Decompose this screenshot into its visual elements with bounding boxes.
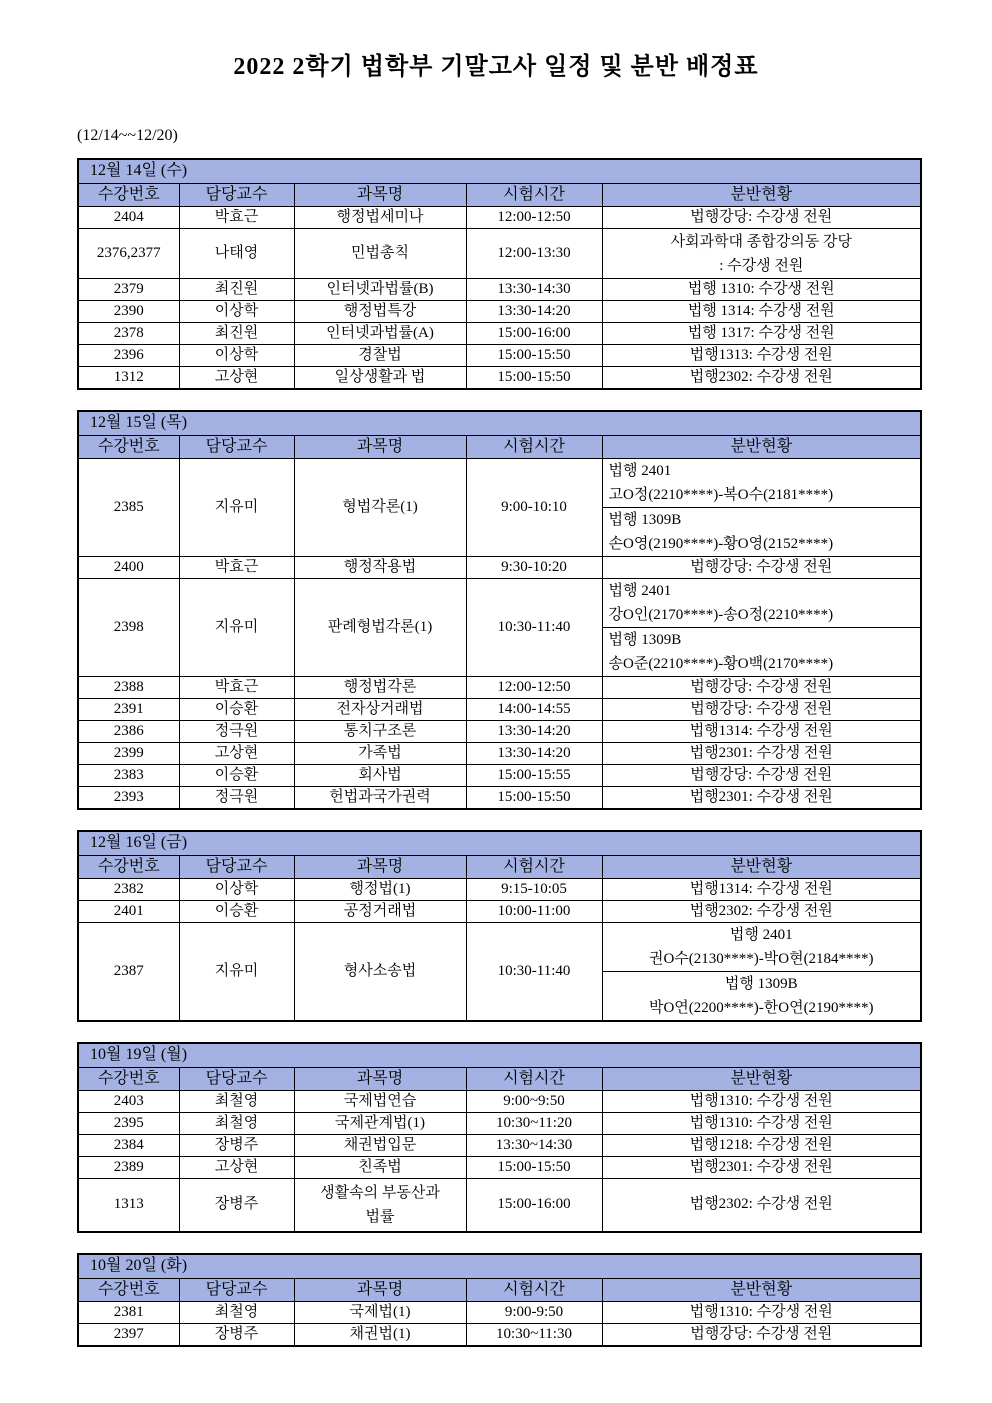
room-line: 박O연(2200****)-한O연(2190****) [648,1000,874,1016]
subject-line: 법률 [365,1209,395,1225]
cell-course-number: 2386 [78,721,179,743]
cell-subject: 인터넷과법률(B) [294,279,466,301]
column-header-exam-time: 시험시간 [466,184,602,207]
table-row [78,1135,921,1157]
table-row [78,159,921,184]
cell-exam-time: 10:30-11:40 [466,579,602,677]
table-row [78,301,921,323]
cell-exam-time: 15:00-15:50 [466,1157,602,1179]
cell-room-assignment: 법행1310: 수강생 전원 [602,1091,921,1113]
cell-room-assignment: 법행강당: 수강생 전원 [602,699,921,721]
cell-professor: 지유미 [179,459,294,557]
room-line: 손O영(2190****)-황O영(2152****) [608,536,834,552]
table-row [78,1324,921,1347]
cell-room-assignment: 법행 1314: 수강생 전원 [602,301,921,323]
cell-room-assignment: 법행1218: 수강생 전원 [602,1135,921,1157]
cell-room-assignment: 법행2301: 수강생 전원 [602,743,921,765]
day-header: 10월 19일 (월) [78,1043,921,1068]
room-line: 법행 1309B [608,632,682,648]
table-row [78,787,921,810]
table-row [78,1068,921,1091]
cell-professor: 박효근 [179,557,294,579]
cell-professor: 나태영 [179,229,294,279]
room-line: 법행 2401 [608,463,672,479]
cell-subject: 행정법(1) [294,879,466,901]
cell-course-number: 2379 [78,279,179,301]
cell-subject: 국제법연습 [294,1091,466,1113]
cell-course-number: 2381 [78,1302,179,1324]
cell-room-assignment: 법행2302: 수강생 전원 [602,1179,921,1233]
cell-professor: 지유미 [179,923,294,1022]
table-row [78,879,921,901]
cell-course-number: 2390 [78,301,179,323]
column-header-section-status: 분반현황 [602,1068,921,1091]
cell-exam-time: 12:00-12:50 [466,207,602,229]
cell-course-number: 2397 [78,1324,179,1347]
table-row [78,323,921,345]
room-line: 법행 2401 [608,583,672,599]
cell-room-assignment: 법행2302: 수강생 전원 [602,901,921,923]
cell-course-number: 2384 [78,1135,179,1157]
cell-professor: 정극원 [179,721,294,743]
cell-subject: 행정법세미나 [294,207,466,229]
cell-subject: 일상생활과 법 [294,367,466,390]
cell-subject: 전자상거래법 [294,699,466,721]
cell-subject [294,1179,466,1233]
cell-room-assignment [602,923,921,972]
table-row [78,207,921,229]
column-header-section-status: 분반현황 [602,856,921,879]
cell-exam-time: 15:00-15:55 [466,765,602,787]
cell-course-number: 2395 [78,1113,179,1135]
table-row [78,345,921,367]
cell-room-assignment [602,972,921,1022]
cell-exam-time: 10:00-11:00 [466,901,602,923]
room-line: 법행 2401 [729,927,793,943]
table-row [78,831,921,856]
cell-room-assignment: 법행1310: 수강생 전원 [602,1302,921,1324]
room-line: 강O인(2170****)-송O정(2210****) [608,607,834,623]
table-row [78,765,921,787]
table-row [78,579,921,628]
table-row [78,1302,921,1324]
cell-exam-time: 10:30-11:40 [466,923,602,1022]
column-header-course-number: 수강번호 [78,436,179,459]
cell-exam-time: 9:00-10:10 [466,459,602,557]
cell-course-number: 2398 [78,579,179,677]
cell-professor: 장병주 [179,1324,294,1347]
cell-professor: 최철영 [179,1113,294,1135]
cell-subject: 헌법과국가권력 [294,787,466,810]
column-header-professor: 담당교수 [179,436,294,459]
cell-room-assignment: 법행강당: 수강생 전원 [602,677,921,699]
room-line: 고O정(2210****)-복O수(2181****) [608,487,834,503]
cell-room-assignment: 법행1310: 수강생 전원 [602,1113,921,1135]
cell-room-assignment: 법행강당: 수강생 전원 [602,1324,921,1347]
room-line: 법행 1309B [724,976,798,992]
cell-exam-time: 12:00-12:50 [466,677,602,699]
cell-subject: 형법각론(1) [294,459,466,557]
column-header-section-status: 분반현황 [602,1279,921,1302]
cell-exam-time: 14:00-14:55 [466,699,602,721]
table-row [78,557,921,579]
cell-exam-time: 13:30-14:30 [466,279,602,301]
cell-professor: 장병주 [179,1135,294,1157]
exam-table-dec16 [77,830,922,1022]
cell-course-number: 2376,2377 [78,229,179,279]
cell-exam-time: 9:15-10:05 [466,879,602,901]
exam-table-oct20 [77,1253,922,1347]
cell-course-number: 1313 [78,1179,179,1233]
cell-professor: 이상학 [179,345,294,367]
table-row [78,459,921,508]
cell-subject: 통치구조론 [294,721,466,743]
cell-exam-time: 15:00-16:00 [466,1179,602,1233]
column-header-professor: 담당교수 [179,1279,294,1302]
cell-professor: 박효근 [179,207,294,229]
table-row [78,856,921,879]
table-row [78,367,921,390]
column-header-subject: 과목명 [294,1068,466,1091]
table-row [78,721,921,743]
column-header-section-status: 분반현황 [602,184,921,207]
cell-course-number: 2396 [78,345,179,367]
column-header-course-number: 수강번호 [78,856,179,879]
cell-subject: 친족법 [294,1157,466,1179]
exam-table-oct19 [77,1042,922,1233]
day-header: 12월 15일 (목) [78,411,921,436]
cell-exam-time: 13:30-14:20 [466,301,602,323]
cell-professor: 지유미 [179,579,294,677]
table-row [78,184,921,207]
cell-professor: 고상현 [179,367,294,390]
day-header: 12월 16일 (금) [78,831,921,856]
cell-course-number: 2383 [78,765,179,787]
table-row [78,1157,921,1179]
cell-professor: 최진원 [179,279,294,301]
cell-room-assignment [602,579,921,628]
column-header-section-status: 분반현황 [602,436,921,459]
room-line: 권O수(2130****)-박O현(2184****) [648,951,874,967]
cell-subject: 국제관계법(1) [294,1113,466,1135]
cell-subject: 공정거래법 [294,901,466,923]
cell-exam-time: 9:00-9:50 [466,1302,602,1324]
cell-room-assignment: 법행1314: 수강생 전원 [602,879,921,901]
column-header-professor: 담당교수 [179,856,294,879]
column-header-course-number: 수강번호 [78,184,179,207]
table-row [78,1279,921,1302]
cell-course-number: 2388 [78,677,179,699]
cell-room-assignment: 법행강당: 수강생 전원 [602,765,921,787]
table-row [78,923,921,972]
cell-room-assignment [602,628,921,677]
table-row [78,1179,921,1233]
cell-room-assignment [602,229,921,279]
day-header: 12월 14일 (수) [78,159,921,184]
cell-subject: 행정법각론 [294,677,466,699]
cell-subject: 판례형법각론(1) [294,579,466,677]
room-line: 송O준(2210****)-황O백(2170****) [608,656,834,672]
cell-course-number: 2404 [78,207,179,229]
cell-room-assignment: 법행 1317: 수강생 전원 [602,323,921,345]
table-row [78,1113,921,1135]
cell-professor: 장병주 [179,1179,294,1233]
room-line: : 수강생 전원 [719,257,804,274]
cell-course-number: 1312 [78,367,179,390]
cell-professor: 최철영 [179,1302,294,1324]
cell-subject: 행정작용법 [294,557,466,579]
cell-course-number: 2382 [78,879,179,901]
cell-professor: 최철영 [179,1091,294,1113]
cell-exam-time: 15:00-15:50 [466,367,602,390]
table-row [78,436,921,459]
cell-room-assignment: 법행2302: 수강생 전원 [602,367,921,390]
cell-professor: 이승환 [179,765,294,787]
table-row [78,677,921,699]
cell-course-number: 2391 [78,699,179,721]
cell-course-number: 2403 [78,1091,179,1113]
cell-subject: 국제법(1) [294,1302,466,1324]
cell-room-assignment: 법행강당: 수강생 전원 [602,207,921,229]
column-header-subject: 과목명 [294,184,466,207]
column-header-subject: 과목명 [294,436,466,459]
cell-subject: 채권법입문 [294,1135,466,1157]
cell-exam-time: 9:30-10:20 [466,557,602,579]
cell-professor: 이승환 [179,901,294,923]
exam-table-dec14 [77,158,922,390]
cell-course-number: 2399 [78,743,179,765]
cell-room-assignment: 법행2301: 수강생 전원 [602,1157,921,1179]
column-header-professor: 담당교수 [179,1068,294,1091]
cell-professor: 정극원 [179,787,294,810]
cell-subject: 회사법 [294,765,466,787]
cell-subject: 인터넷과법률(A) [294,323,466,345]
cell-professor: 이상학 [179,301,294,323]
cell-course-number: 2378 [78,323,179,345]
table-row [78,743,921,765]
cell-course-number: 2387 [78,923,179,1022]
cell-subject: 경찰법 [294,345,466,367]
table-row [78,901,921,923]
cell-subject: 형사소송법 [294,923,466,1022]
column-header-subject: 과목명 [294,856,466,879]
cell-exam-time: 15:00-16:00 [466,323,602,345]
date-range: (12/14~~12/20) [77,127,178,144]
cell-exam-time: 10:30~11:20 [466,1113,602,1135]
cell-exam-time: 15:00-15:50 [466,345,602,367]
column-header-professor: 담당교수 [179,184,294,207]
cell-exam-time: 9:00~9:50 [466,1091,602,1113]
cell-course-number: 2401 [78,901,179,923]
column-header-course-number: 수강번호 [78,1068,179,1091]
cell-subject: 채권법(1) [294,1324,466,1347]
room-line: 법행 1309B [608,512,682,528]
cell-subject: 행정법특강 [294,301,466,323]
cell-professor: 고상현 [179,1157,294,1179]
table-row [78,699,921,721]
exam-table-dec15 [77,410,922,810]
cell-exam-time: 12:00-13:30 [466,229,602,279]
cell-exam-time: 13:30-14:20 [466,743,602,765]
cell-exam-time: 13:30-14:20 [466,721,602,743]
column-header-exam-time: 시험시간 [466,1068,602,1091]
table-row [78,411,921,436]
column-header-exam-time: 시험시간 [466,1279,602,1302]
cell-course-number: 2393 [78,787,179,810]
cell-room-assignment [602,508,921,557]
cell-room-assignment: 법행2301: 수강생 전원 [602,787,921,810]
table-row [78,279,921,301]
room-line: 사회과학대 종합강의동 강당 [670,233,852,250]
column-header-exam-time: 시험시간 [466,436,602,459]
table-row [78,1091,921,1113]
cell-professor: 이승환 [179,699,294,721]
cell-room-assignment: 법행1313: 수강생 전원 [602,345,921,367]
cell-course-number: 2385 [78,459,179,557]
cell-exam-time: 13:30~14:30 [466,1135,602,1157]
day-header: 10월 20일 (화) [78,1254,921,1279]
column-header-exam-time: 시험시간 [466,856,602,879]
cell-professor: 최진원 [179,323,294,345]
cell-subject: 가족법 [294,743,466,765]
cell-room-assignment: 법행1314: 수강생 전원 [602,721,921,743]
subject-line: 생활속의 부동산과 [320,1185,440,1201]
column-header-course-number: 수강번호 [78,1279,179,1302]
cell-professor: 이상학 [179,879,294,901]
column-header-subject: 과목명 [294,1279,466,1302]
page-title: 2022 2학기 법학부 기말고사 일정 및 분반 배정표 [233,54,759,80]
cell-subject: 민법총칙 [294,229,466,279]
cell-course-number: 2400 [78,557,179,579]
cell-course-number: 2389 [78,1157,179,1179]
cell-exam-time: 15:00-15:50 [466,787,602,810]
cell-professor: 박효근 [179,677,294,699]
table-row [78,1254,921,1279]
cell-exam-time: 10:30~11:30 [466,1324,602,1347]
cell-room-assignment [602,459,921,508]
cell-room-assignment: 법행 1310: 수강생 전원 [602,279,921,301]
table-row [78,1043,921,1068]
cell-professor: 고상현 [179,743,294,765]
cell-room-assignment: 법행강당: 수강생 전원 [602,557,921,579]
table-row [78,229,921,279]
